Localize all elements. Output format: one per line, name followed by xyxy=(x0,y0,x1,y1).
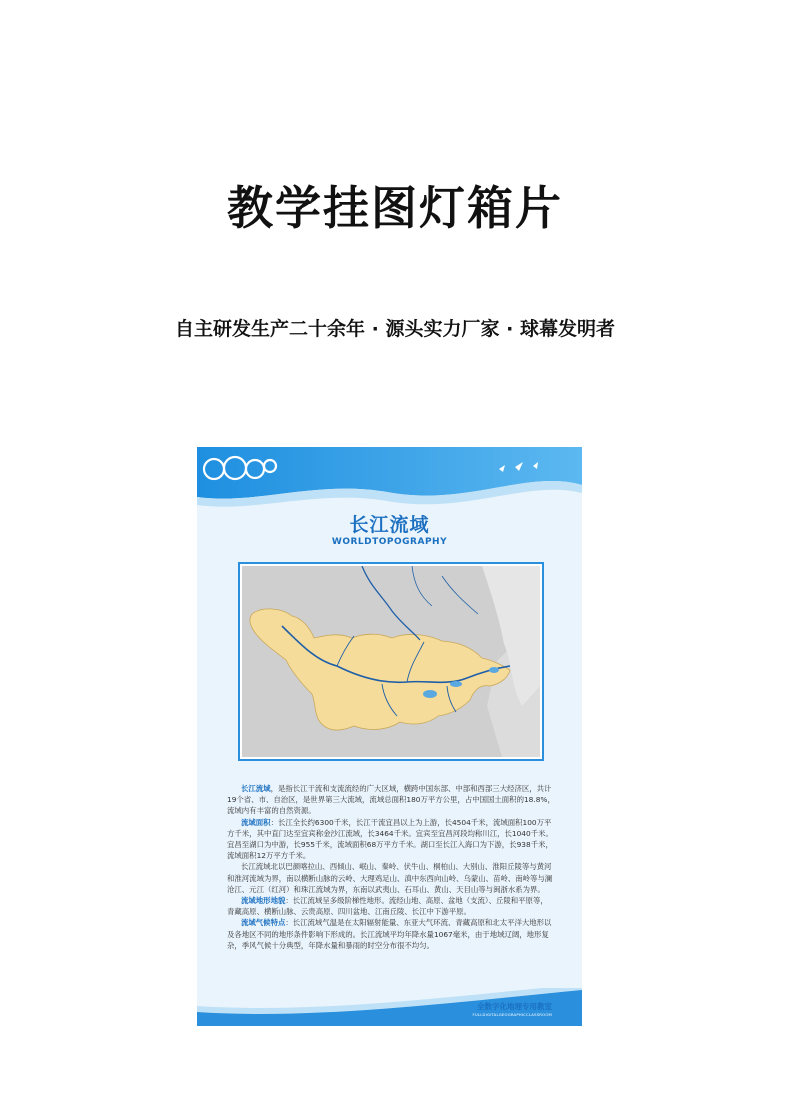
description-text xyxy=(227,783,555,951)
yangtze-basin-map xyxy=(238,562,544,761)
paragraph: 长江流域北以巴颜喀拉山、西倾山、岷山、秦岭、伏牛山、桐柏山、大别山、淮阳丘陵等与黄河和淮河流域为界，南以横断山脉的云岭、大理鸡足山、滇中东西向山岭、乌蒙山、苗岭、南岭等与澜沧江、元江（红河）和珠江流域为界，东南以武夷山、石耳山、黄山、天目山等与闽浙水系为界。 xyxy=(227,862,553,894)
paragraph: 流域气候特点：长江流域气温是在太阳辐射能量、东亚大气环流、青藏高原和北太平洋大地形以及各地区不同的地形条件影响下形成的。长江流域平均年降水量1067毫米，由于地域辽阔，地形复杂，季风气候十分典型，年降水量和暴雨的时空分布很不均匀。 xyxy=(227,918,552,950)
poster-header-decoration xyxy=(197,447,582,517)
footer-title: 全数字化地理专用教室 xyxy=(477,1002,552,1011)
footer-subtitle: FULLDIGITALGEOGRAPHICCLASSROOM xyxy=(472,1012,552,1017)
paragraph: 长江流域，是指长江干流和支流流经的广大区域，横跨中国东部、中部和西部三大经济区，共计19个省、市、自治区，是世界第三大流域，流域总面积180万平方公里，占中国国土面积的18.8%，流域内有丰富的自然资源。 xyxy=(227,784,555,816)
map-image xyxy=(242,566,540,757)
poster-subtitle: WORLDTOPOGRAPHY xyxy=(331,537,448,547)
poster-title: 长江流域 xyxy=(349,514,430,536)
paragraph: 流域地形地貌：长江流域呈多级阶梯性地形。流经山地、高原、盆地（支流）、丘陵和平原等，青藏高原、横断山脉、云贵高原、四川盆地、江南丘陵、长江中下游平原。 xyxy=(227,896,548,917)
paragraph: 流域面积：长江全长约6300千米，长江干流宜昌以上为上游，长4504千米，流域面积100万平方千米，其中直门达至宜宾称金沙江流域，长3464千米。宜宾至宜昌河段均称川江，长1040千米。宜昌至湖口为中游，长955千米，流域面积68万平方千米。湖口至长江入海口为下游，长938千米，流域面积12万平方千米。 xyxy=(227,817,553,861)
poster xyxy=(197,447,582,1026)
page-subtitle: 自主研发生产二十余年 · 源头实力厂家 · 球幕发明者 xyxy=(175,318,615,340)
page-title: 教学挂图灯箱片 xyxy=(227,181,563,235)
